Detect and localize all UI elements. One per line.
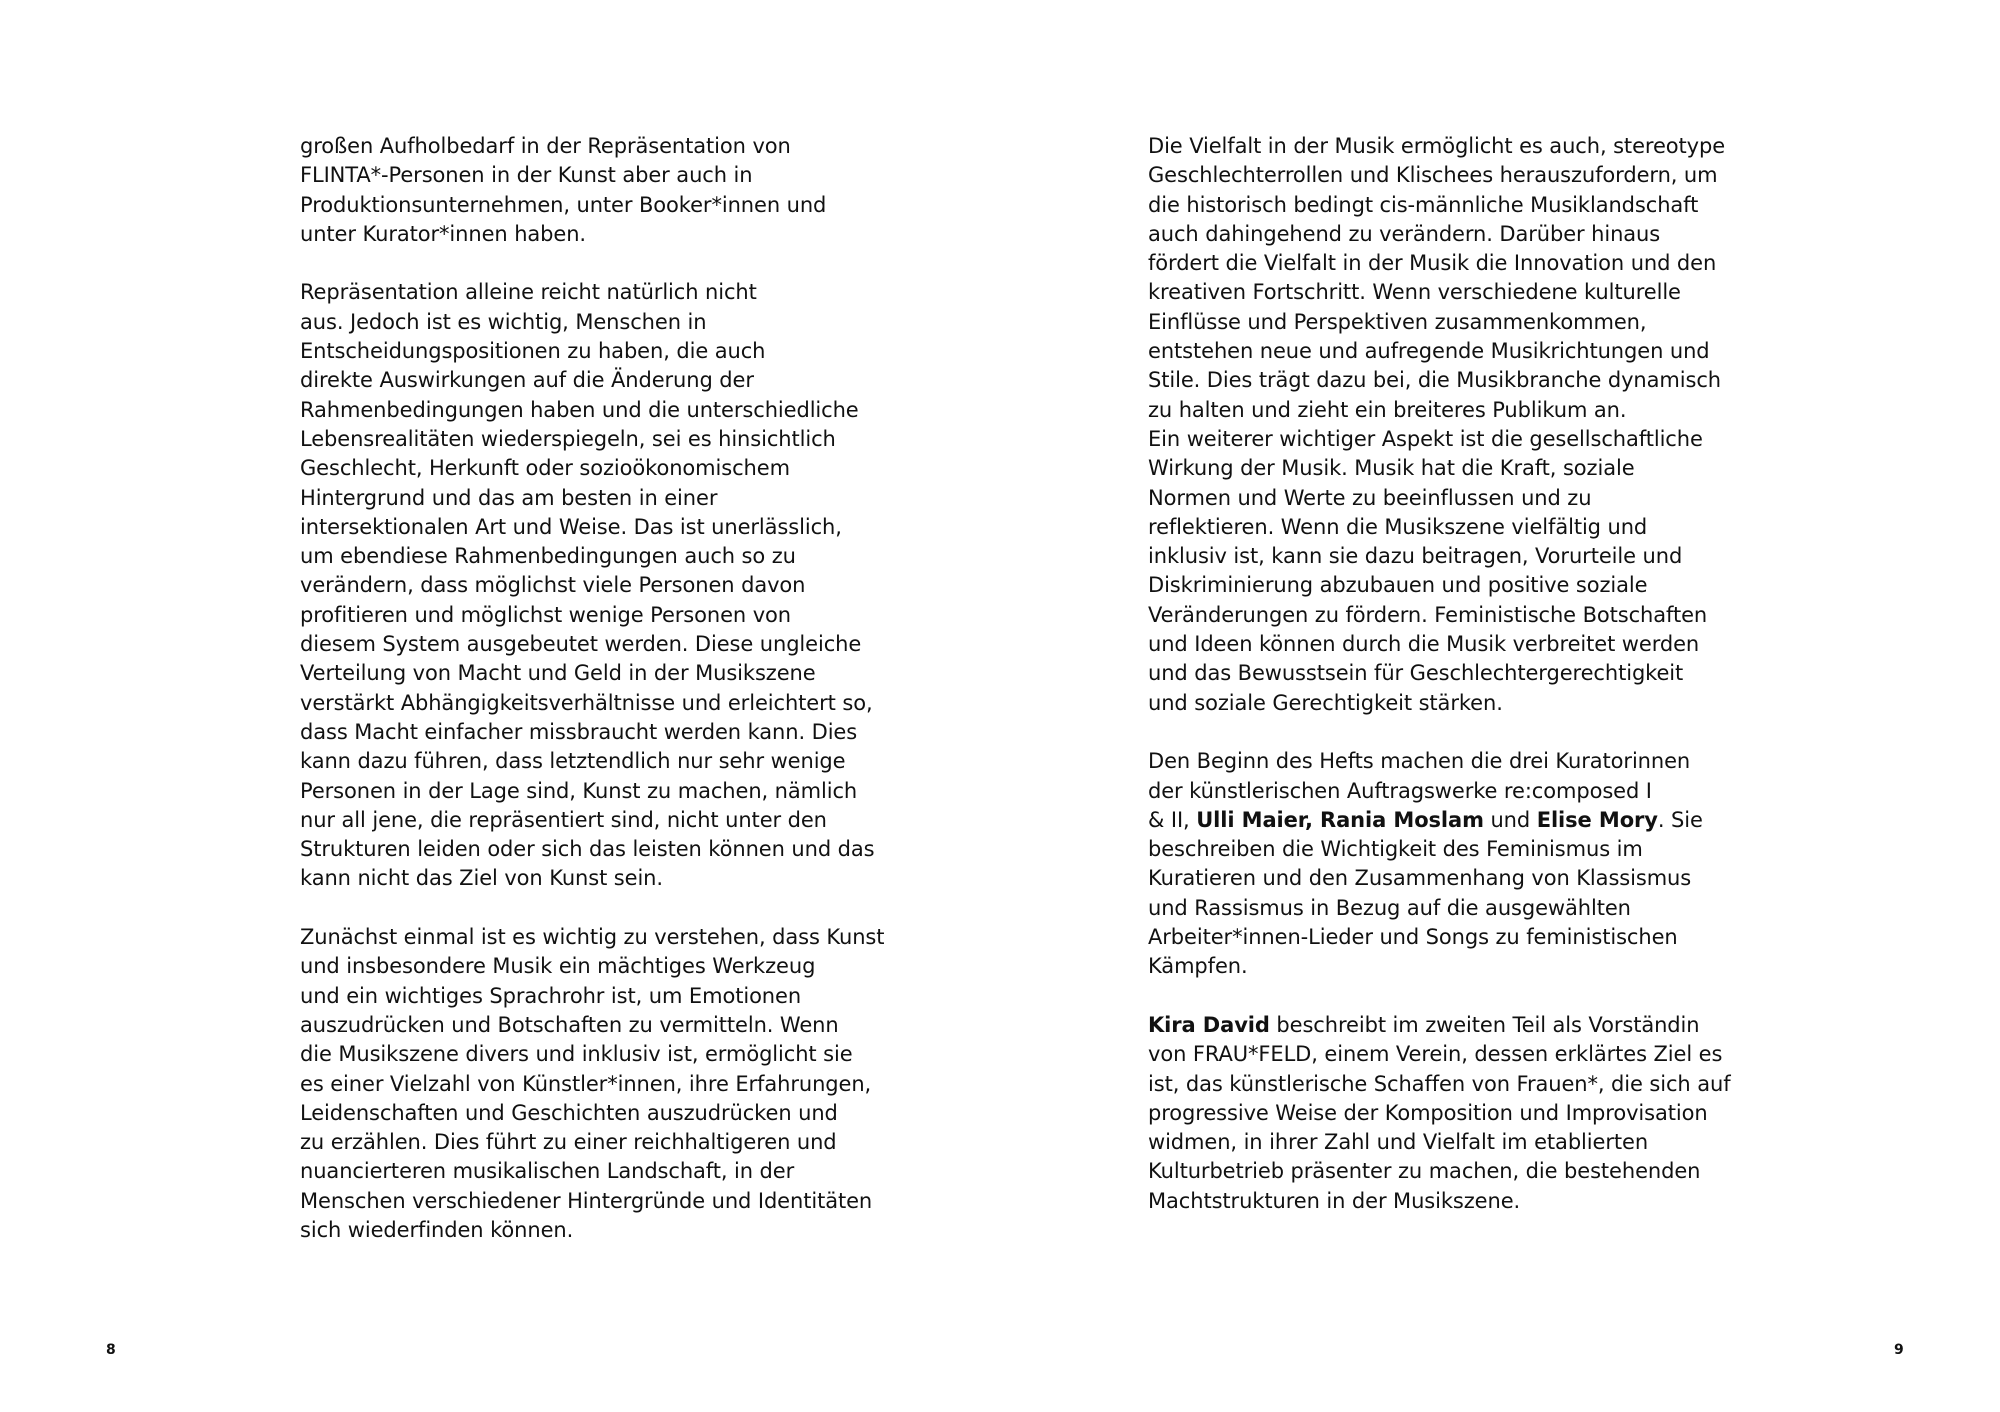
- text-line: direkte Auswirkungen auf die Änderung der: [300, 368, 754, 393]
- text-line: Diskriminierung abzubauen und positive soziale: [1148, 573, 1648, 598]
- right-paragraph-1: [1148, 132, 1758, 718]
- text-line: Lebensrealitäten wiederspiegeln, sei es hinsichtlich: [300, 426, 836, 451]
- text-line: zu halten und zieht ein breiteres Publikum an.: [1148, 397, 1627, 422]
- text-line: auszudrücken und Botschaften zu vermitteln. Wenn: [300, 1012, 839, 1037]
- text-line: inklusiv ist, kann sie dazu beitragen, Vorurteile und: [1148, 544, 1683, 569]
- text-line: kann dazu führen, dass letztendlich nur sehr wenige: [300, 749, 846, 774]
- text-line: sich wiederfinden können.: [300, 1217, 574, 1242]
- author-name-kira-david: Kira David: [1148, 1012, 1270, 1037]
- right-paragraph-3: [1148, 1011, 1758, 1216]
- text-line: die historisch bedingt cis-männliche Musiklandschaft: [1148, 192, 1699, 217]
- text-segment: & II,: [1148, 807, 1197, 832]
- text-line: verändern, dass möglichst viele Personen davon: [300, 573, 806, 598]
- text-line: Repräsentation alleine reicht natürlich nicht: [300, 280, 757, 305]
- text-line: unter Kurator*innen haben.: [300, 221, 587, 246]
- text-line: profitieren und möglichst wenige Personen von: [300, 602, 791, 627]
- text-line: Stile. Dies trägt dazu bei, die Musikbranche dynamisch: [1148, 368, 1722, 393]
- text-line: widmen, in ihrer Zahl und Vielfalt im etablierten: [1148, 1130, 1649, 1155]
- text-line: Rahmenbedingungen haben und die unterschiedliche: [300, 397, 859, 422]
- text-line: Hintergrund und das am besten in einer: [300, 485, 718, 510]
- text-line: dass Macht einfacher missbraucht werden kann. Dies: [300, 719, 858, 744]
- text-line: Geschlecht, Herkunft oder sozioökonomischem: [300, 456, 790, 481]
- text-line: reflektieren. Wenn die Musikszene vielfältig und: [1148, 514, 1648, 539]
- text-line: Personen in der Lage sind, Kunst zu machen, nämlich: [300, 778, 858, 803]
- text-line: diesem System ausgebeutet werden. Diese ungleiche: [300, 632, 862, 657]
- text-line: die Musikszene divers und inklusiv ist, ermöglicht sie: [300, 1042, 853, 1067]
- text-line: Die Vielfalt in der Musik ermöglicht es auch, stereotype: [1148, 134, 1726, 158]
- text-line: und Ideen können durch die Musik verbreitet werden: [1148, 632, 1700, 657]
- text-line: und soziale Gerechtigkeit stärken.: [1148, 690, 1503, 715]
- text-line: und ein wichtiges Sprachrohr ist, um Emotionen: [300, 983, 802, 1008]
- text-line: Entscheidungspositionen zu haben, die auch: [300, 339, 766, 364]
- text-line: großen Aufholbedarf in der Repräsentation von: [300, 134, 791, 158]
- text-line: auch dahingehend zu verändern. Darüber hinaus: [1148, 221, 1661, 246]
- text-line: kann nicht das Ziel von Kunst sein.: [300, 866, 663, 891]
- curator-names: Ulli Maier, Rania Moslam: [1196, 807, 1484, 832]
- text-line: und Rassismus in Bezug auf die ausgewählten: [1148, 895, 1631, 920]
- left-paragraph-3: [300, 923, 900, 1245]
- left-text-column: [300, 132, 900, 1245]
- text-line: Kämpfen.: [1148, 954, 1248, 979]
- text-line: und insbesondere Musik ein mächtiges Werkzeug: [300, 954, 816, 979]
- text-line: nur all jene, die repräsentiert sind, nicht unter den: [300, 807, 827, 832]
- text-line: entstehen neue und aufregende Musikrichtungen und: [1148, 339, 1710, 364]
- text-line: FLINTA*-Personen in der Kunst aber auch in: [300, 163, 753, 188]
- text-line: [1148, 806, 1758, 835]
- text-line: aus. Jedoch ist es wichtig, Menschen in: [300, 309, 707, 334]
- page-number-left: 8: [106, 1342, 116, 1358]
- text-line: [1148, 1011, 1758, 1040]
- text-line: kreativen Fortschritt. Wenn verschiedene kulturelle: [1148, 280, 1681, 305]
- text-line: Strukturen leiden oder sich das leisten können und das: [300, 837, 875, 862]
- text-line: Zunächst einmal ist es wichtig zu verstehen, dass Kunst: [300, 925, 885, 950]
- text-line: Den Beginn des Hefts machen die drei Kuratorinnen: [1148, 749, 1691, 774]
- text-line: Menschen verschiedener Hintergründe und Identitäten: [300, 1188, 873, 1213]
- text-line: Ein weiterer wichtiger Aspekt ist die gesellschaftliche: [1148, 426, 1703, 451]
- curator-name-elise-mory: Elise Mory: [1536, 807, 1658, 832]
- left-paragraph-1: [300, 132, 900, 249]
- left-paragraph-2: [300, 278, 900, 893]
- text-line: Produktionsunternehmen, unter Booker*innen und: [300, 192, 827, 217]
- text-line: Normen und Werte zu beeinflussen und zu: [1148, 485, 1592, 510]
- right-paragraph-2: [1148, 747, 1758, 981]
- text-line: zu erzählen. Dies führt zu einer reichhaltigeren und: [300, 1130, 837, 1155]
- text-line: Arbeiter*innen-Lieder und Songs zu feministischen: [1148, 925, 1678, 950]
- text-line: Verteilung von Macht und Geld in der Musikszene: [300, 661, 816, 686]
- text-line: fördert die Vielfalt in der Musik die Innovation und den: [1148, 251, 1717, 276]
- page-number-right: 9: [1894, 1342, 1904, 1358]
- text-line: um ebendiese Rahmenbedingungen auch so zu: [300, 544, 796, 569]
- text-line: Veränderungen zu fördern. Feministische Botschaften: [1148, 602, 1708, 627]
- text-line: von FRAU*FELD, einem Verein, dessen erklärtes Ziel es: [1148, 1042, 1723, 1067]
- text-line: progressive Weise der Komposition und Improvisation: [1148, 1100, 1708, 1125]
- text-segment: . Sie: [1657, 807, 1703, 832]
- text-line: nuancierteren musikalischen Landschaft, in der: [300, 1159, 795, 1184]
- right-text-column: [1148, 132, 1758, 1216]
- text-segment: und: [1483, 807, 1537, 832]
- text-line: der künstlerischen Auftragswerke re:composed I: [1148, 778, 1652, 803]
- text-line: Machtstrukturen in der Musikszene.: [1148, 1188, 1521, 1213]
- text-line: beschreiben die Wichtigkeit des Feminismus im: [1148, 837, 1643, 862]
- text-line: Einflüsse und Perspektiven zusammenkommen,: [1148, 309, 1647, 334]
- text-line: Kulturbetrieb präsenter zu machen, die bestehenden: [1148, 1159, 1701, 1184]
- text-line: und das Bewusstsein für Geschlechtergerechtigkeit: [1148, 661, 1684, 686]
- text-line: Geschlechterrollen und Klischees herauszufordern, um: [1148, 163, 1718, 188]
- text-line: ist, das künstlerische Schaffen von Frauen*, die sich auf: [1148, 1071, 1731, 1096]
- text-line: Leidenschaften und Geschichten auszudrücken und: [300, 1100, 838, 1125]
- text-line: intersektionalen Art und Weise. Das ist unerlässlich,: [300, 514, 842, 539]
- right-page: [1000, 0, 2000, 1412]
- text-line: verstärkt Abhängigkeitsverhältnisse und erleichtert so,: [300, 690, 873, 715]
- text-line: Wirkung der Musik. Musik hat die Kraft, soziale: [1148, 456, 1635, 481]
- text-line: Kuratieren und den Zusammenhang von Klassismus: [1148, 866, 1692, 891]
- text-segment: beschreibt im zweiten Teil als Vorständin: [1269, 1012, 1700, 1037]
- text-line: es einer Vielzahl von Künstler*innen, ihre Erfahrungen,: [300, 1071, 872, 1096]
